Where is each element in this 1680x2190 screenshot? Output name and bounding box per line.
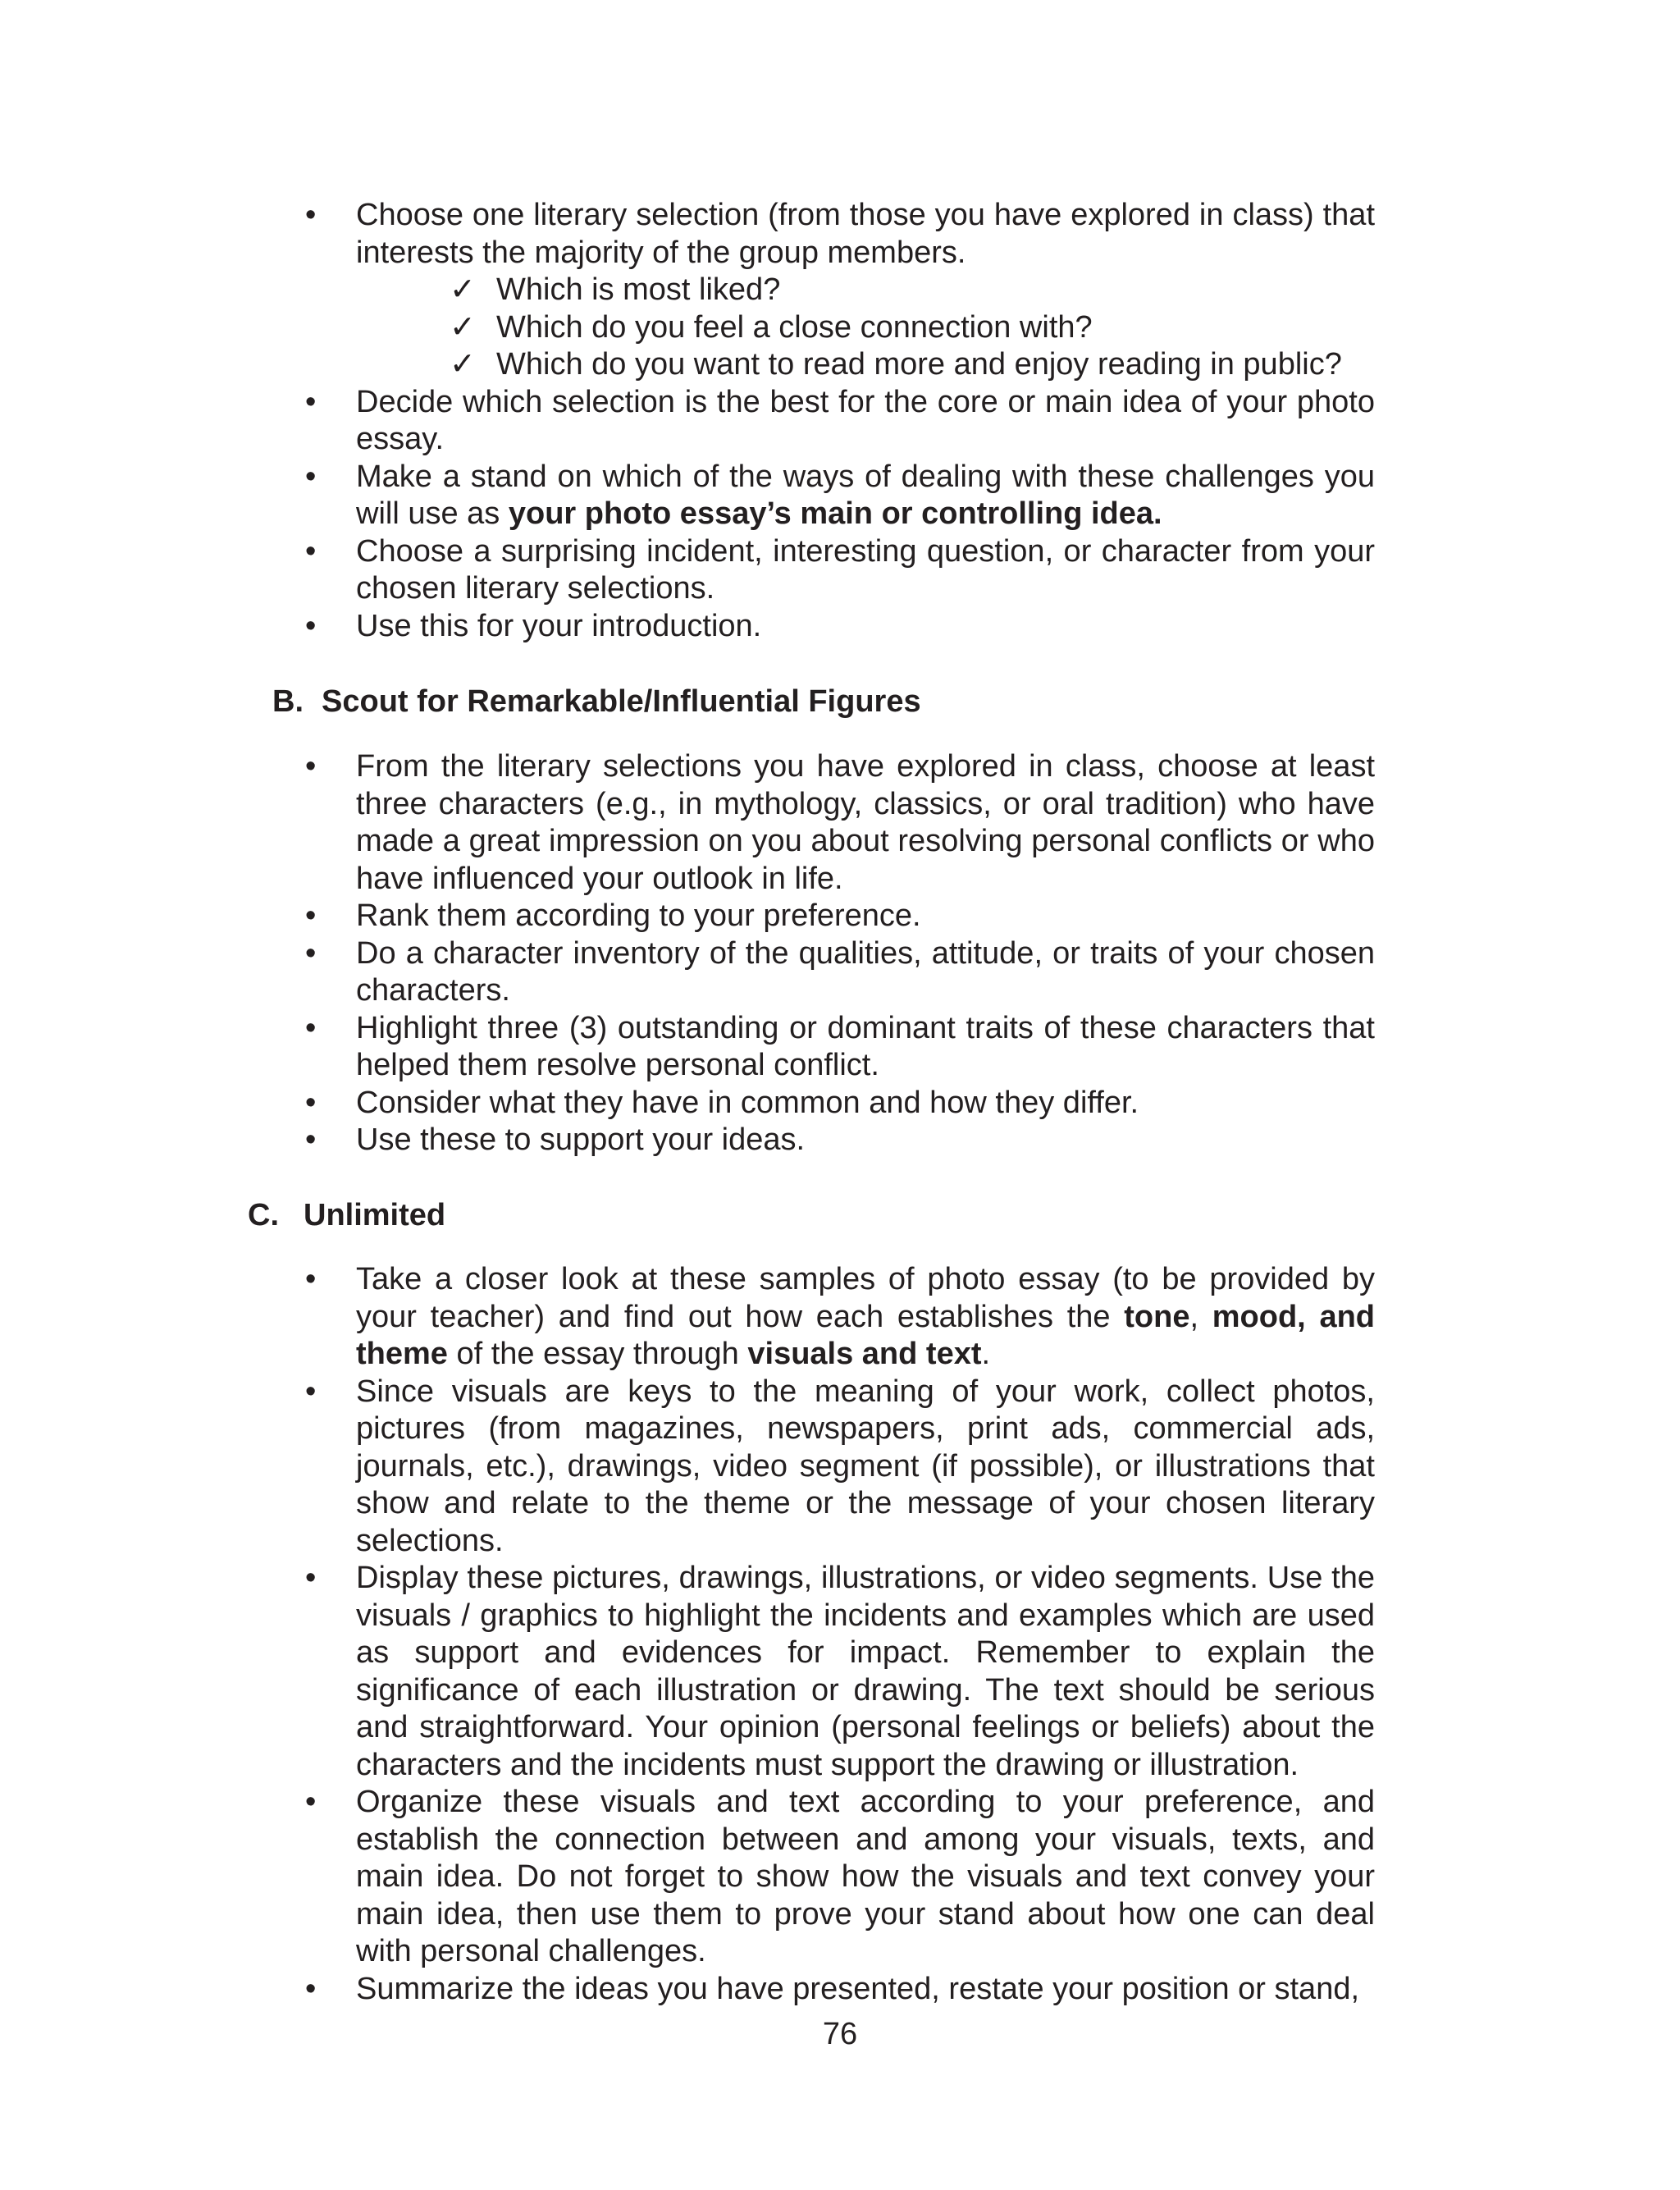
bullet-icon: • [305,749,317,784]
list-item [305,898,1375,935]
list-item [305,1784,1375,1971]
section-title: Scout for Remarkable/Influential Figures [322,684,921,719]
list-item-text: . [981,1337,991,1371]
list-item-text: Decide which selection is the best for the core or main idea of your photo essay. [356,384,1375,456]
checkmark-icon: ✓ [450,347,476,382]
bullet-icon: • [305,1122,317,1157]
bullet-icon: • [305,935,317,971]
check-item [450,272,1375,309]
list-item-text: Choose one literary selection (from those you have explored in class) that interests the majority of the group members. [356,198,1375,270]
list-item [305,1122,1375,1159]
emphasis-text: tone [1124,1299,1190,1334]
list-item [305,459,1375,533]
bullet-icon: • [305,198,317,232]
check-item-text: Which is most liked? [496,272,781,307]
bullet-icon: • [305,1010,317,1045]
section-b-heading [272,684,921,720]
intro-bullet-list [305,197,1375,645]
bullet-icon: • [305,1262,317,1296]
list-item-text: Do a character inventory of the qualities, attitude, or traits of your chosen characters. [356,935,1375,1008]
bullet-icon: • [305,459,317,494]
list-item-text: Display these pictures, drawings, illustrations, or video segments. Use the visuals / graphics to highlight the incidents and examples which are used as support and evidences for impact. Remember to explain the significance of each illustration or drawing. The text should be serious and straightforward. Your opinion (personal feelings or beliefs) about the characters and the incidents must support the drawing or illustration. [356,1561,1375,1782]
bullet-icon: • [305,1561,317,1595]
bullet-icon: • [305,1085,317,1120]
list-item [305,608,1375,646]
emphasis-text: visuals and text [747,1337,982,1371]
section-title: Unlimited [304,1198,446,1232]
list-item-text: Highlight three (3) outstanding or dominant traits of these characters that helped them resolve personal conflict. [356,1010,1375,1082]
list-item [305,1971,1375,2009]
list-item-text: Rank them according to your preference. [356,898,921,933]
list-item [305,533,1375,608]
list-item [305,1374,1375,1561]
checklist-items [450,272,1375,384]
list-item-text: Use this for your introduction. [356,608,762,643]
check-item-text: Which do you want to read more and enjoy reading in public? [496,347,1342,382]
list-item-text: Make a stand on which of the ways of dealing with these challenges you will use as [356,459,1375,531]
list-item [305,1261,1375,1374]
list-item [305,1085,1375,1122]
list-item-text: Take a closer look at these samples of photo essay (to be provided by your teacher) and find out how each establishes the [356,1262,1375,1334]
section-letter: B. [272,684,304,719]
check-item-text: Which do you feel a close connection with? [496,309,1093,345]
list-item [305,748,1375,898]
section-c-list [305,1261,1375,2008]
list-item-text: Use these to support your ideas. [356,1122,806,1157]
bullet-icon: • [305,1971,317,2006]
bullet-icon: • [305,1785,317,1819]
checkmark-icon: ✓ [450,309,476,345]
list-item-text: Choose a surprising incident, interesting question, or character from your chosen literary selections. [356,533,1375,606]
emphasis-text: your photo essay’s main or controlling idea. [508,496,1162,531]
checklist [305,272,1375,384]
bullet-icon: • [305,608,317,643]
page-number: 76 [822,2017,858,2051]
section-letter: C. [248,1198,279,1232]
list-item-text: From the literary selections you have explored in class, choose at least three characters (e.g., in mythology, classics, or oral tradition) who have made a great impression on you about resolving personal conflicts or who have influenced your outlook in life. [356,749,1375,896]
check-item [450,309,1375,347]
list-item-text: Organize these visuals and text according to your preference, and establish the connection between and among your visuals, texts, and main idea. Do not forget to show how the visuals and text convey your main idea, then use them to prove your stand about how one can deal with personal challenges. [356,1785,1375,1968]
bullet-icon: • [305,533,317,569]
list-item [305,1010,1375,1085]
list-item-text: of the essay through [447,1337,748,1371]
emphasis-text: mood, and theme [356,1299,1375,1371]
list-item [305,935,1375,1010]
check-item [450,346,1375,384]
list-item [305,1560,1375,1784]
section-c-heading [248,1198,445,1233]
list-item-text: Summarize the ideas you have presented, restate your position or stand, [356,1971,1360,2006]
list-item-text: Consider what they have in common and how they differ. [356,1085,1139,1120]
section-b-list [305,748,1375,1159]
bullet-icon: • [305,898,317,933]
list-item-text: Since visuals are keys to the meaning of your work, collect photos, pictures (from magazines, newspapers, print ads, commercial ads, journals, etc.), drawings, video segment (if possible), or illustrations that show and relate to the theme or the message of your chosen literary selections. [356,1374,1375,1558]
bullet-icon: • [305,1374,317,1409]
list-item [305,197,1375,272]
checkmark-icon: ✓ [450,272,476,307]
bullet-icon: • [305,384,317,419]
list-item [305,384,1375,459]
list-item-text: , [1189,1299,1212,1334]
